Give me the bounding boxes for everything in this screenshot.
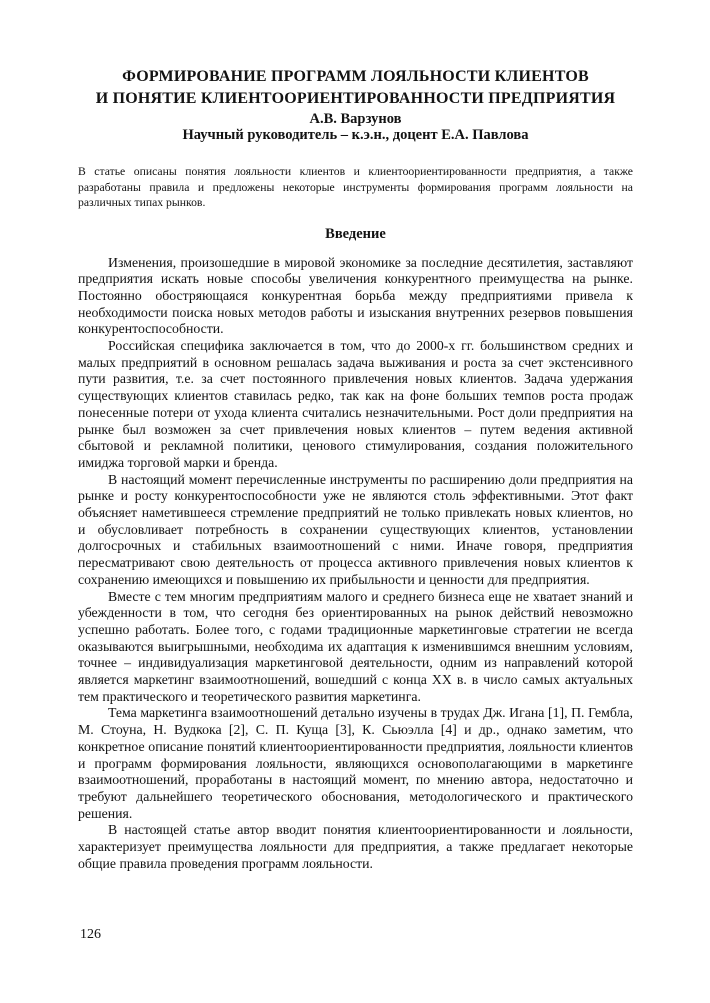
body-paragraph: Тема маркетинга взаимоотношений детально изучены в трудах Дж. Игана [1], П. Гембла, М. Стоуна, Н. Вудкока [2], С. П. Куща [3], К. Сьюэлла [4] и др., однако заметим, что конкретное описание понятий клиентоориентированности предприятия, лояльности клиентов и программ формирования лояльности, являющихся основополагающими в маркетинге взаимоотношений, проработаны в настоящий момент, по мнению автора, недостаточно и требуют дальнейшего теоретического обоснования, методологического и практического решения. bbox=[78, 705, 633, 821]
section-heading-introduction: Введение bbox=[325, 225, 386, 242]
author-line: А.В. Варзунов bbox=[309, 111, 402, 127]
body-paragraph: Изменения, произошедшие в мировой экономике за последние десятилетия, заставляют предприятия искать новые способы увеличения конкурентного преимущества на рынке. Постоянно обостряющаяся конкурентная борьба между предприятиями привела к необходимости поиска новых методов работы и изыскания внутренних резервов повышения конкурентоспособности. bbox=[78, 254, 633, 337]
body-paragraph: Вместе с тем многим предприятиям малого и среднего бизнеса еще не хватает знаний и убежденности в том, что сегодня без ориентированных на рынок действий невозможно успешно работать. Более того, с годами традиционные маркетинговые стратегии не всегда оказываются выигрышными, необходима их адаптация к изменившимся внешним условиям, точнее – индивидуализация маркетинговой деятельности, одним из направлений которой является маркетинг взаимоотношений, вошедший с конца XX в. в число самых актуальных тем практического и теоретического развития маркетинга. bbox=[78, 588, 633, 704]
body-paragraph: В настоящей статье автор вводит понятия клиентоориентированности и лояльности, характеризует преимущества лояльности для предприятия, а также предлагает некоторые общие правила проведения программ лояльности. bbox=[78, 822, 633, 871]
paper-title-line-1: ФОРМИРОВАНИЕ ПРОГРАММ ЛОЯЛЬНОСТИ КЛИЕНТОВ bbox=[122, 68, 589, 85]
page-number: 126 bbox=[80, 927, 101, 942]
body-text bbox=[78, 255, 633, 873]
supervisor-line: Научный руководитель – к.э.н., доцент Е.А. Павлова bbox=[182, 127, 529, 143]
paper-title bbox=[78, 66, 633, 109]
body-paragraph: В настоящий момент перечисленные инструменты по расширению доли предприятия на рынке и росту конкурентоспособности уже не являются столь эффективными. Этот факт объясняет наметившееся стремление предприятий не только привлекать новых клиентов, но и обусловливает потребность в сохранении существующих клиентов, установлении долгосрочных и стабильных взаимоотношений с ними. Иначе говоря, предприятия пересматривают свою деятельность от процесса активного привлечения новых клиентов к сохранению имеющихся и повышению их прибыльности и ценности для предприятия. bbox=[78, 471, 633, 587]
paper-title-line-2: И ПОНЯТИЕ КЛИЕНТООРИЕНТИРОВАННОСТИ ПРЕДПРИЯТИЯ bbox=[95, 89, 616, 107]
abstract-text: В статье описаны понятия лояльности клиентов и клиентоориентированности предприятия, а также разработаны правила и предложены некоторые инструменты формирования программ лояльности на различных типах рынков. bbox=[78, 165, 633, 209]
paper-content bbox=[78, 0, 633, 873]
body-paragraph: Российская специфика заключается в том, что до 2000-х гг. большинством средних и малых предприятий в основном решалась задача выживания и роста за счет экстенсивного пути развития, т.е. за счет постоянного привлечения новых клиентов. Задача удержания существующих клиентов ставилась редко, так как на фоне больших темпов роста продаж понесенные потери от ухода клиента считались незначительными. Рост доли предприятия на рынке был возможен за счет привлечения новых клиентов – путем ведения активной сбытовой и рекламной политики, ценового стимулирования, создания положительного имиджа торговой марки и бренда. bbox=[78, 338, 633, 470]
